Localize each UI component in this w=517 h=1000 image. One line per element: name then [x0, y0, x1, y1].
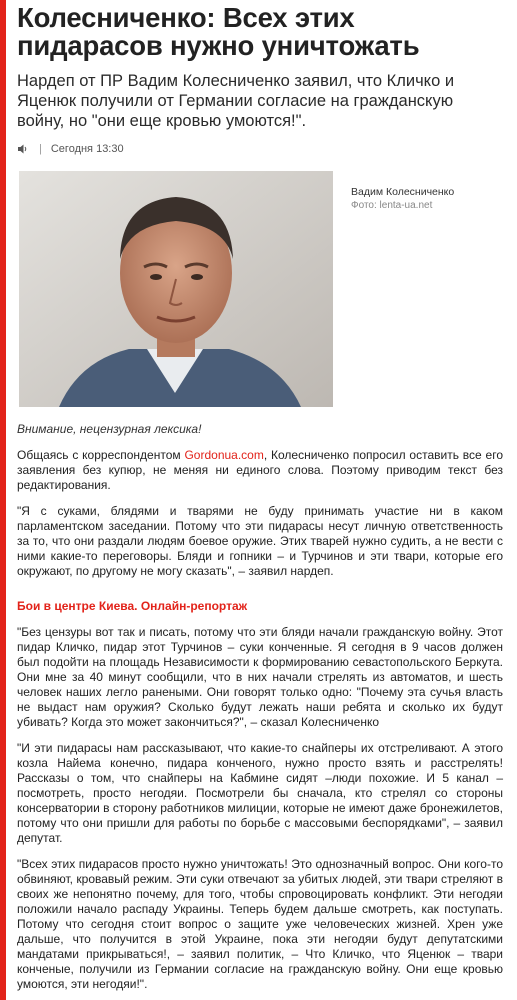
- related-article-link[interactable]: Бои в центре Киева. Онлайн-репортаж: [17, 599, 248, 613]
- article-title: Колесниченко: Всех этих пидарасов нужно уничтожать: [17, 2, 420, 61]
- quote-paragraph-4: "Всех этих пидарасов просто нужно уничтожать! Это однозначный вопрос. Они кого-то обвиняют, кровавый режим. Эти суки отвечают за убитых людей, эти твари стреляют в своих же непонятно почему, для того, чтобы спровоцировать конфликт. Эти негодяи положили начало распаду Украины. Теперь будем дальше смотреть, как поступать. Потому что сегодня стоит вопрос о защите уже человеческих жизней. Хрен уже дальше, что получится в этой Украине, пока эти негодяи будут депутатскими мандатами прикрываться!, – заявил политик, – Что Кличко, что Яценюк – твари конченые, получили из Германии согласие на гражданскую войну. Они еще кровью умоются, эти негодяи!".: [17, 857, 503, 991]
- content-warning: Внимание, нецензурная лексика!: [17, 422, 202, 436]
- publish-time: Сегодня 13:30: [50, 143, 124, 155]
- photo-caption: [351, 186, 503, 212]
- caption-source: Фото: lenta-ua.net: [351, 200, 433, 211]
- article-photo: [19, 171, 333, 407]
- intro-text-before: Общаясь с корреспондентом: [17, 448, 185, 462]
- speaker-icon[interactable]: [17, 143, 29, 155]
- source-link[interactable]: Gordonua.com: [184, 448, 264, 462]
- caption-name: Вадим Колесниченко: [351, 186, 455, 198]
- quote-paragraph-2: "Без цензуры вот так и писать, потому что эти бляди начали гражданскую войну. Этот пидар Кличко, пидар этот Турчинов – суки конченные. Я сегодня в 9 часов должен был подойти на площадь Независимости к формированию севастопольского Беркута. Они мне за 40 минут сообщили, что в них начали стрелять из автоматов, и шесть человек наших легло ранеными. Они говорят только одно: "Почему эта сучья власть не выдаст нам оружия? Сколько будут лежать наши ребята и сколько их будут убивать? Когда это может закончиться?", – сказал Колесниченко: [17, 625, 503, 729]
- meta-separator: |: [39, 143, 42, 155]
- accent-bar: [0, 0, 6, 1000]
- article-meta: [17, 141, 503, 157]
- article: [17, 0, 503, 992]
- intro-paragraph: [17, 448, 503, 493]
- intro-text-after: , Колесниченко попросил оставить все его заявления без купюр, не меняя ни единого слова. Поэтому приводим текст без редактирования.: [17, 448, 503, 492]
- quote-paragraph-1: "Я с суками, блядями и тварями не буду принимать участие ни в каком парламентском заседании. Потому что эти пидарасы несут личную ответственность за то, что они раздали людям боевое оружие. Этих тварей нужно судить, а не вести с ними какие-то переговоры. Бляди и гопники – и Турчинов и эти твари, которые его окружают, по другому не могу сказать", – заявил нардеп.: [17, 504, 503, 578]
- article-figure: [17, 171, 503, 407]
- article-lead: Нардеп от ПР Вадим Колесниченко заявил, что Кличко и Яценюк получили от Германии согласие на гражданскую войну, но "они еще кровью умоются!".: [17, 72, 455, 130]
- quote-paragraph-3: "И эти пидарасы нам рассказывают, что какие-то снайперы их отстреливают. А этого козла Найема конечно, пидара конченого, нужно просто взять и расстрелять! Рассказы о том, что снайперы на Кабмине сидят –люди похожие. И 5 канал – посмотреть, просто негодяи. Посмотрели бы сначала, кто стрелял со стороны консерватории в сторону работников милиции, которые не имеют даже бронежилетов, потому что они пришли для работы по борьбе с массовыми беспорядками", – заявил депутат.: [17, 741, 503, 845]
